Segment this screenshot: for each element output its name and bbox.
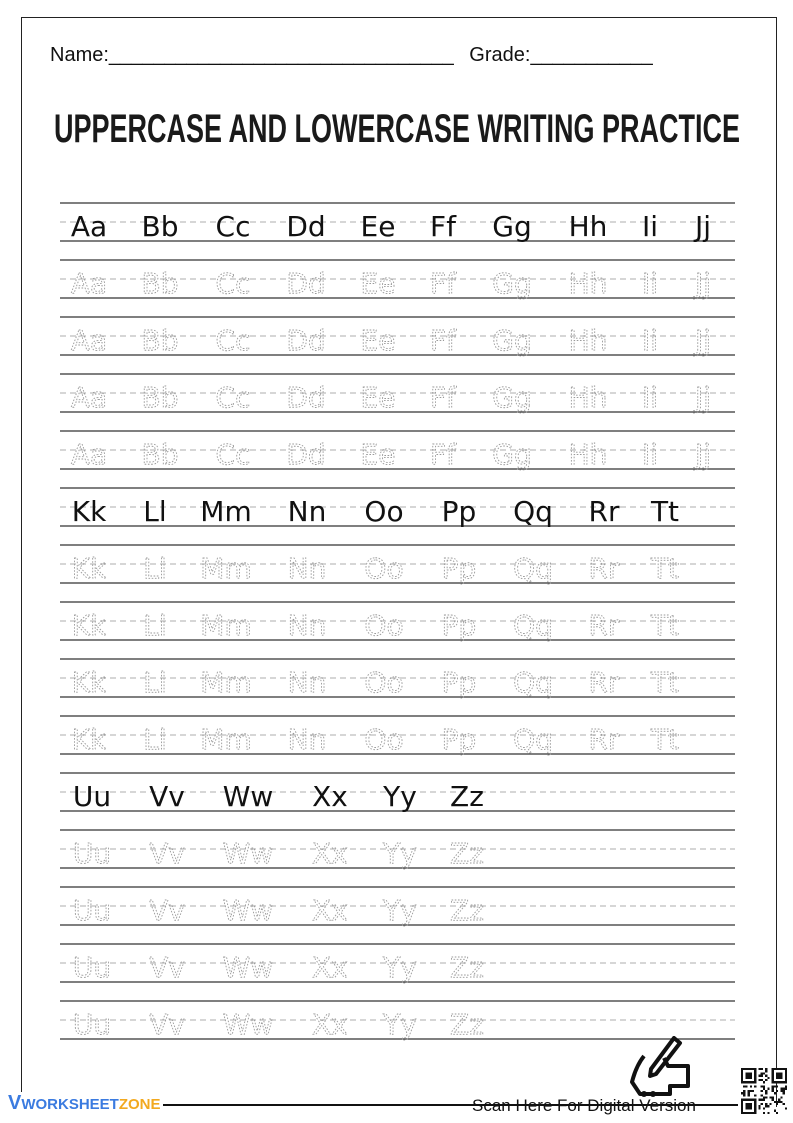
tracing-letter[interactable]: Mm <box>200 552 252 585</box>
tracing-letter[interactable]: Uu <box>72 837 112 870</box>
tracing-letter[interactable]: Oo <box>364 552 404 585</box>
tracing-letter[interactable]: Xx <box>312 837 348 870</box>
model-letter: Ee <box>360 210 396 243</box>
tracing-row <box>60 602 735 642</box>
model-letter: Cc <box>215 210 251 243</box>
tracing-letter[interactable]: Ff <box>430 267 456 300</box>
tracing-letter[interactable]: Rr <box>588 666 620 699</box>
tracing-letter[interactable]: Mm <box>200 723 252 756</box>
tracing-letter[interactable]: Aa <box>70 324 108 357</box>
tracing-row <box>60 887 735 927</box>
tracing-letter[interactable]: Qq <box>513 552 553 585</box>
tracing-letter[interactable]: Ii <box>641 438 659 471</box>
tracing-letter[interactable]: Mm <box>200 666 252 699</box>
tracing-letter[interactable]: Xx <box>312 894 348 927</box>
model-letter: Rr <box>588 495 620 528</box>
tracing-letter[interactable]: Bb <box>141 267 179 300</box>
tracing-letter[interactable]: Zz <box>450 894 484 927</box>
scan-text: Scan Here For Digital Version <box>472 1096 696 1115</box>
tracing-letter[interactable]: Vv <box>149 894 185 927</box>
tracing-letter[interactable]: Bb <box>141 438 179 471</box>
tracing-letter[interactable]: Bb <box>141 381 179 414</box>
tracing-letter[interactable]: Jj <box>694 381 712 414</box>
tracing-letter[interactable]: Pp <box>441 666 477 699</box>
tracing-letter[interactable]: Ff <box>430 324 456 357</box>
tracing-letter[interactable]: Ww <box>222 894 274 927</box>
tracing-letter[interactable]: Yy <box>383 951 417 984</box>
tracing-letter[interactable]: Uu <box>72 894 112 927</box>
tracing-letter[interactable]: Qq <box>513 723 553 756</box>
tracing-letter[interactable]: Tt <box>650 723 680 756</box>
tracing-letter[interactable]: Gg <box>492 381 532 414</box>
tracing-letter[interactable]: Kk <box>71 666 107 699</box>
tracing-letter[interactable]: Mm <box>200 609 252 642</box>
model-letter: Gg <box>492 210 532 243</box>
tracing-letter[interactable]: Nn <box>287 609 327 642</box>
tracing-letter[interactable]: Ll <box>143 609 167 642</box>
tracing-row <box>60 374 735 414</box>
tracing-row <box>60 716 735 756</box>
tracing-letter[interactable]: Gg <box>492 438 532 471</box>
tracing-letter[interactable]: Rr <box>588 609 620 642</box>
tracing-letter[interactable]: Rr <box>588 552 620 585</box>
tracing-row <box>60 830 735 870</box>
tracing-letter[interactable]: Ee <box>360 267 396 300</box>
tracing-letter[interactable]: Pp <box>441 609 477 642</box>
tracing-letter[interactable]: Xx <box>312 1008 348 1041</box>
model-letter: Yy <box>383 780 417 813</box>
tracing-row <box>60 431 735 471</box>
tracing-letter[interactable]: Dd <box>286 381 326 414</box>
tracing-letter[interactable]: Vv <box>149 1008 185 1041</box>
model-letter: Ff <box>430 210 456 243</box>
tracing-letter[interactable]: Gg <box>492 267 532 300</box>
tracing-letter[interactable]: Cc <box>215 267 251 300</box>
grade-field[interactable]: Grade:___________ <box>469 44 653 66</box>
model-letter: Ll <box>143 495 167 528</box>
model-letter: Nn <box>287 495 327 528</box>
tracing-letter[interactable]: Cc <box>215 324 251 357</box>
tracing-letter[interactable]: Jj <box>694 438 712 471</box>
tracing-letter[interactable]: Hh <box>568 324 608 357</box>
tracing-letter[interactable]: Pp <box>441 723 477 756</box>
tracing-letter[interactable]: Yy <box>383 1008 417 1041</box>
model-letter: Vv <box>149 780 185 813</box>
tracing-letter[interactable]: Ee <box>360 324 396 357</box>
tracing-letter[interactable]: Ee <box>360 381 396 414</box>
worksheetzone-logo: VWORKSHEETZONE <box>8 1092 161 1114</box>
tracing-letter[interactable]: Uu <box>72 1008 112 1041</box>
tracing-letter[interactable]: Aa <box>70 267 108 300</box>
tracing-letter[interactable]: Oo <box>364 609 404 642</box>
tracing-letter[interactable]: Bb <box>141 324 179 357</box>
tracing-letter[interactable]: Ff <box>430 381 456 414</box>
tracing-letter[interactable]: Nn <box>287 723 327 756</box>
model-letter: Aa <box>70 210 108 243</box>
tracing-letter[interactable]: Qq <box>513 666 553 699</box>
tracing-letter[interactable]: Rr <box>588 723 620 756</box>
tracing-letter[interactable]: Ff <box>430 438 456 471</box>
tracing-letter[interactable]: Aa <box>70 438 108 471</box>
model-row <box>60 488 735 528</box>
tracing-letter[interactable]: Jj <box>694 324 712 357</box>
tracing-row <box>60 317 735 357</box>
tracing-letter[interactable]: Ii <box>641 267 659 300</box>
model-row <box>60 773 735 813</box>
tracing-letter[interactable]: Jj <box>694 267 712 300</box>
model-letter: Hh <box>568 210 608 243</box>
model-letter: Mm <box>200 495 252 528</box>
tracing-letter[interactable]: Zz <box>450 951 484 984</box>
tracing-letter[interactable]: Tt <box>650 552 680 585</box>
tracing-letter[interactable]: Kk <box>71 552 107 585</box>
model-letter: Pp <box>441 495 477 528</box>
model-letter: Bb <box>141 210 179 243</box>
model-letter: Tt <box>650 495 680 528</box>
tracing-letter[interactable]: Ll <box>143 723 167 756</box>
tracing-row <box>60 944 735 984</box>
model-letter: Xx <box>312 780 348 813</box>
name-field[interactable]: Name:_______________________________ <box>50 44 454 66</box>
tracing-letter[interactable]: Ww <box>222 1008 274 1041</box>
tracing-letter[interactable]: Tt <box>650 666 680 699</box>
tracing-letter[interactable]: Kk <box>71 723 107 756</box>
tracing-row <box>60 260 735 300</box>
tracing-letter[interactable]: Ll <box>143 552 167 585</box>
tracing-row <box>60 1001 735 1041</box>
tracing-letter[interactable]: Hh <box>568 267 608 300</box>
tracing-letter[interactable]: Pp <box>441 552 477 585</box>
qr-code[interactable] <box>741 1068 787 1114</box>
tracing-letter[interactable]: Xx <box>312 951 348 984</box>
tracing-letter[interactable]: Zz <box>450 837 484 870</box>
tracing-letter[interactable]: Hh <box>568 438 608 471</box>
tracing-letter[interactable]: Cc <box>215 438 251 471</box>
page-title-text: UPPERCASE AND LOWERCASE WRITING PRACTICE <box>54 107 740 148</box>
tracing-row <box>60 545 735 585</box>
tracing-letter[interactable]: Ii <box>641 324 659 357</box>
tracing-letter[interactable]: Ii <box>641 381 659 414</box>
tracing-letter[interactable]: Yy <box>383 837 417 870</box>
tracing-letter[interactable]: Nn <box>287 666 327 699</box>
tracing-letter[interactable]: Hh <box>568 381 608 414</box>
model-letter: Uu <box>72 780 112 813</box>
tracing-letter[interactable]: Cc <box>215 381 251 414</box>
tracing-letter[interactable]: Kk <box>71 609 107 642</box>
tracing-letter[interactable]: Uu <box>72 951 112 984</box>
tracing-letter[interactable]: Ww <box>222 837 274 870</box>
tracing-letter[interactable]: Oo <box>364 666 404 699</box>
tracing-letter[interactable]: Qq <box>513 609 553 642</box>
tracing-letter[interactable]: Zz <box>450 1008 484 1041</box>
tracing-letter[interactable]: Dd <box>286 438 326 471</box>
model-letter: Oo <box>364 495 404 528</box>
tracing-letter[interactable]: Ll <box>143 666 167 699</box>
model-letter: Kk <box>71 495 107 528</box>
tracing-letter[interactable]: Vv <box>149 837 185 870</box>
tracing-letter[interactable]: Dd <box>286 324 326 357</box>
model-letter: Ii <box>641 210 659 243</box>
model-row <box>60 203 735 243</box>
tracing-row <box>60 659 735 699</box>
tracing-letter[interactable]: Ww <box>222 951 274 984</box>
model-letter: Qq <box>513 495 553 528</box>
tracing-letter[interactable]: Yy <box>383 894 417 927</box>
logo-mark-icon: V <box>8 1092 22 1114</box>
writing-hand-icon <box>626 1036 696 1098</box>
tracing-letter[interactable]: Gg <box>492 324 532 357</box>
tracing-letter[interactable]: Vv <box>149 951 185 984</box>
tracing-letter[interactable]: Dd <box>286 267 326 300</box>
tracing-letter[interactable]: Ee <box>360 438 396 471</box>
tracing-letter[interactable]: Nn <box>287 552 327 585</box>
model-letter: Jj <box>694 210 712 243</box>
model-letter: Zz <box>450 780 484 813</box>
model-letter: Ww <box>222 780 274 813</box>
tracing-letter[interactable]: Oo <box>364 723 404 756</box>
model-letter: Dd <box>286 210 326 243</box>
tracing-letter[interactable]: Tt <box>650 609 680 642</box>
tracing-letter[interactable]: Aa <box>70 381 108 414</box>
